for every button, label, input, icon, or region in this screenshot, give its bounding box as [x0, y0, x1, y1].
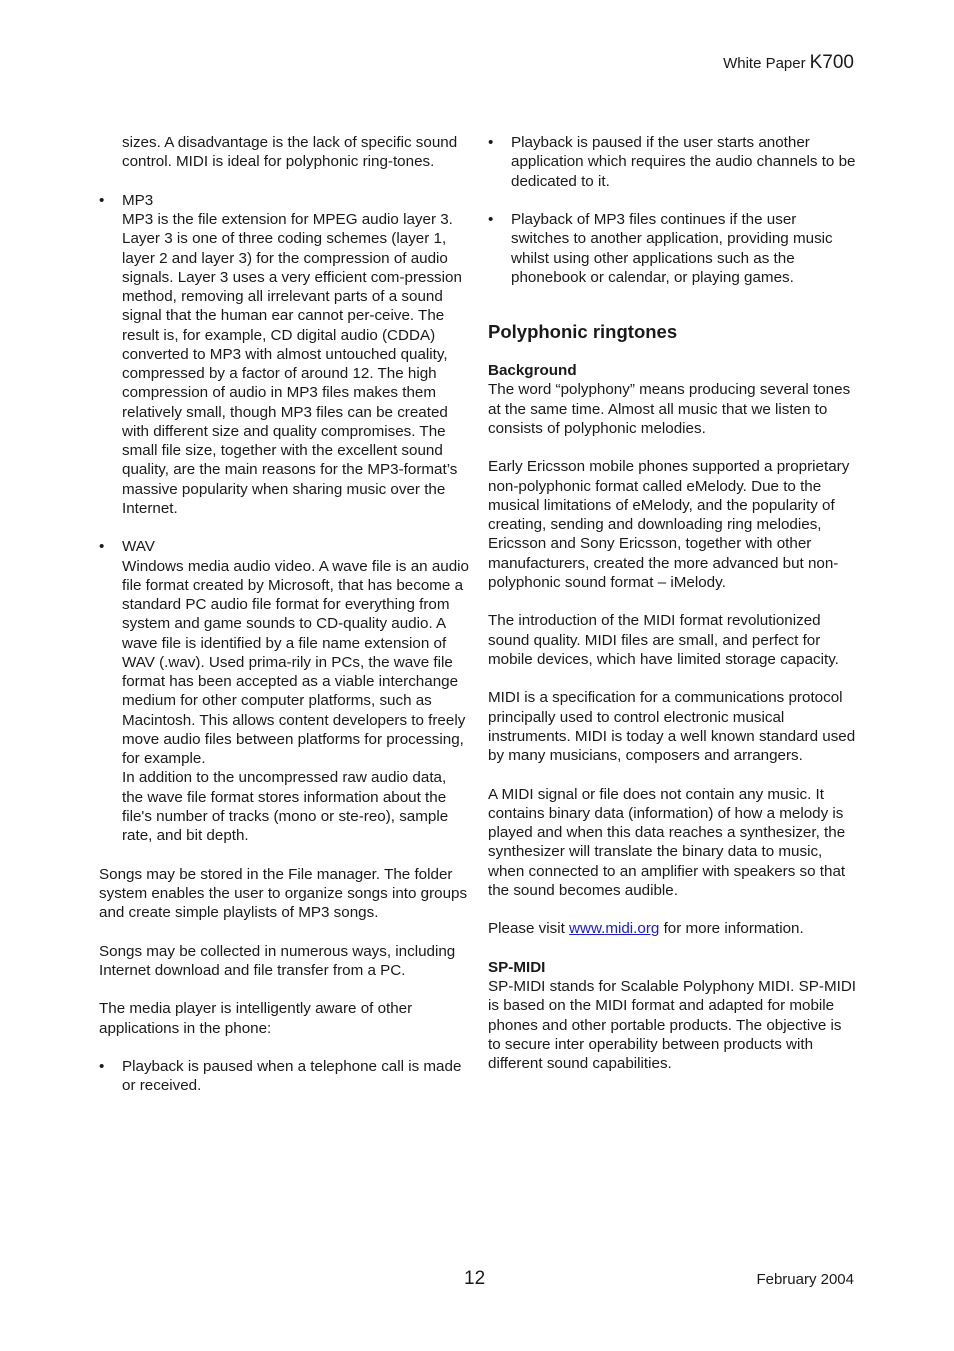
playback-bullet-3 — [488, 210, 858, 287]
section-heading: Polyphonic ringtones — [488, 321, 678, 342]
wav-title: WAV — [122, 538, 155, 556]
background-para-1: The word “polyphony” means producing several tones at the same time. Almost all music that we listen to consists of polyphonic melodies. — [488, 381, 851, 437]
background-heading: Background — [488, 362, 577, 379]
spmidi-text: SP-MIDI stands for Scalable Polyphony MIDI. SP-MIDI is based on the MIDI format and adapted for mobile phones and other portable products. The objective is to secure inter operability between products with different sound capabilities. — [488, 978, 857, 1072]
visit-suffix: for more information. — [659, 920, 804, 938]
bullet-dot: • — [99, 538, 105, 556]
page-number: 12 — [464, 1268, 486, 1289]
bullet-dot: • — [488, 134, 494, 151]
page-header — [723, 52, 854, 74]
wav-text-1: Windows media audio video. A wave file is an audio file format created by Microsoft, that has become a standard PC audio file format for everything from system and game sounds to CD-quality audio. A wave file is identified by a file name extension of WAV (.wav). Used prima-rily in PCs, the wave file format has been accepted as a viable interchange medium for other computer platforms, such as Macintosh. This allows content developers to freely move audio files between platforms for processing, for example. — [122, 557, 469, 767]
visit-prefix: Please visit — [488, 920, 570, 938]
playback-bullet-1 — [99, 1057, 471, 1096]
playback-bullet-3-text: Playback of MP3 files continues if the user switches to another application, providing music whilst using other applications such as the phonebook or calendar, or playing games. — [511, 211, 833, 286]
visit-paragraph — [488, 919, 858, 938]
bullet-dot: • — [488, 211, 494, 228]
songs-paragraph: Songs may be stored in the File manager. The folder system enables the user to organize songs into groups and create simple playlists of MP3 songs. — [99, 865, 468, 921]
playback-bullet-2-text: Playback is paused if the user starts another application which requires the audio channels to be dedicated to it. — [511, 134, 856, 190]
mp3-text: MP3 is the file extension for MPEG audio layer 3. Layer 3 is one of three coding schemes (layer 1, layer 2 and layer 3) for the compression of audio signals. Layer 3 uses a very efficient com-pression method, removing all irrelevant parts of a sound signal that the human ear cannot per-ceive. The result is, for example, CD digital audio (CDDA) converted to MP3 with almost untouched quality, compressed by a factor of around 12. The high compression of audio in MP3 files makes them relatively small, though MP3 files can be created with different size and quality compromises. The small file size, together with the excellent sound quality, are the main reasons for the MP3-format’s massive popularity when sharing music over the Internet. — [122, 211, 462, 517]
media-player-paragraph: The media player is intelligently aware of other applications in the phone: — [99, 1000, 413, 1037]
wav-bullet — [99, 537, 471, 845]
midi-org-link[interactable]: www.midi.org — [569, 920, 660, 938]
background-para-2: Early Ericsson mobile phones supported a proprietary non-polyphonic format called eMelody. Due to the musical limitations of eMelody, and the popularity of creating, sending and downloading ring melodies, Ericsson and Sony Ericsson, together with other manufacturers, created the more advanced but non-polyphonic sound format – iMelody. — [488, 458, 850, 591]
background-block — [488, 361, 858, 438]
spmidi-heading: SP-MIDI — [488, 958, 546, 976]
bullet-dot: • — [99, 1058, 105, 1075]
bullet-dot: • — [99, 191, 105, 209]
mp3-bullet — [99, 191, 471, 518]
spmidi-block — [488, 958, 858, 1074]
background-para-3: The introduction of the MIDI format revolutionized sound quality. MIDI files are small, and perfect for mobile devices, which have limited storage capacity. — [488, 612, 839, 668]
continuation-paragraph: sizes. A disadvantage is the lack of specific sound control. MIDI is ideal for polyphonic ring-tones. — [122, 134, 458, 171]
background-para-4: MIDI is a specification for a communications protocol principally used to control electronic musical instruments. MIDI is today a well known standard used by many musicians, composers and arrangers. — [488, 689, 856, 764]
footer-date: February 2004 — [756, 1271, 854, 1288]
collection-paragraph: Songs may be collected in numerous ways, including Internet download and file transfer from a PC. — [99, 942, 456, 979]
left-column — [99, 133, 471, 1115]
background-para-5: A MIDI signal or file does not contain any music. It contains binary data (information) of how a melody is played and when this data reaches a synthesizer, the synthesizer will translate the binary data to music, when connected to an amplifier with speakers so that the sound becomes audible. — [488, 785, 846, 899]
playback-bullet-1-text: Playback is paused when a telephone call is made or received. — [122, 1058, 462, 1095]
playback-bullet-2 — [488, 133, 858, 191]
header-label: White Paper — [723, 55, 806, 72]
header-model: K700 — [809, 52, 854, 73]
right-column — [488, 133, 858, 1093]
mp3-title: MP3 — [122, 191, 154, 209]
wav-text-2: In addition to the uncompressed raw audio data, the wave file format stores information about the file's number of tracks (mono or ste-reo), sample rate, and bit depth. — [122, 769, 449, 844]
